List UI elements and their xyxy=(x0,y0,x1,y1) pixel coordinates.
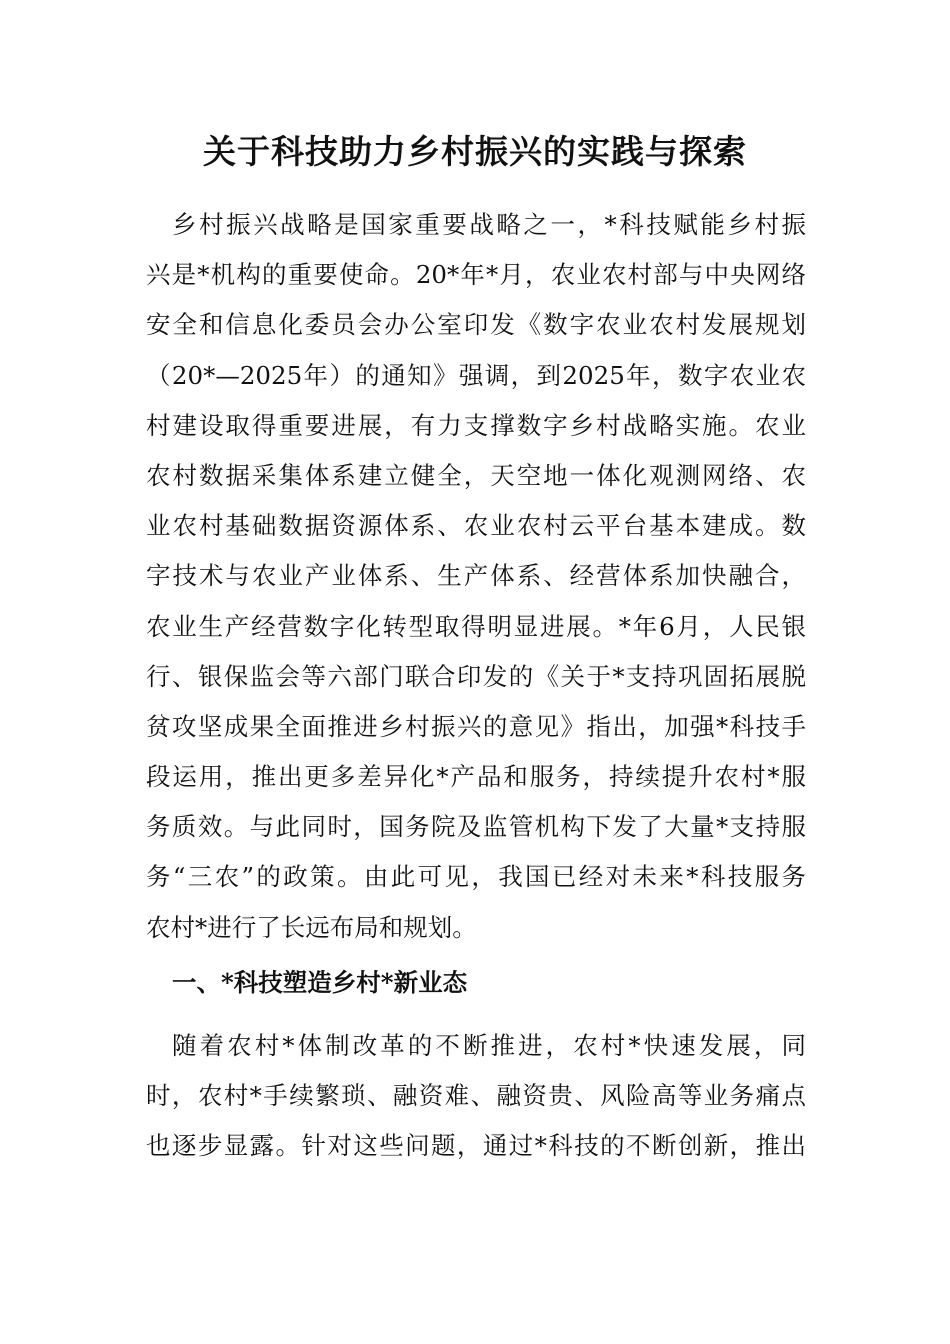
section-heading: 一、*科技塑造乡村*新业态 xyxy=(172,968,468,997)
paragraph-line: 安全和信息化委员会办公室印发《数字农业农村发展规划 xyxy=(146,310,806,340)
paragraph-line: 行、银保监会等六部门联合印发的《关于*支持巩固拓展脱 xyxy=(146,661,806,691)
paragraph-line: 村建设取得重要进展，有力支撑数字乡村战略实施。农业 xyxy=(146,410,806,440)
section-heading-block xyxy=(146,958,806,1008)
paragraph-line: 贫攻坚成果全面推进乡村振兴的意见》指出，加强*科技手 xyxy=(146,711,806,741)
paragraph-line: 业农村基础数据资源体系、农业农村云平台基本建成。数 xyxy=(146,511,806,541)
paragraph-line: 也逐步显露。针对这些问题，通过*科技的不断创新，推出 xyxy=(146,1131,806,1161)
paragraph-line: 务“三农”的政策。由此可见，我国已经对未来*科技服务 xyxy=(146,862,806,892)
paragraph-line: 农村*进行了长远布局和规划。 xyxy=(146,912,477,942)
paragraph-line: 乡村振兴战略是国家重要战略之一，*科技赋能乡村振 xyxy=(172,210,806,239)
paragraph-line: 农村数据采集体系建立健全，天空地一体化观测网络、农 xyxy=(146,460,806,490)
paragraph-2 xyxy=(146,1021,806,1172)
paragraph-line: 时，农村*手续繁琐、融资难、融资贵、风险高等业务痛点 xyxy=(146,1081,806,1111)
paragraph-line: （20*—2025年）的通知》强调，到2025年，数字农业农 xyxy=(146,360,806,390)
paragraph-line: 段运用，推出更多差异化*产品和服务，持续提升农村*服 xyxy=(146,762,806,792)
paragraph-line: 务质效。与此同时，国务院及监管机构下发了大量*支持服 xyxy=(146,812,806,842)
document-title: 关于科技助力乡村振兴的实践与探索 xyxy=(203,132,747,171)
paragraph-line: 农业生产经营数字化转型取得明显进展。*年6月，人民银 xyxy=(146,611,806,641)
paragraph-1 xyxy=(146,200,806,953)
paragraph-line: 字技术与农业产业体系、生产体系、经营体系加快融合， xyxy=(146,561,806,591)
paragraph-line: 兴是*机构的重要使命。20*年*月，农业农村部与中央网络 xyxy=(146,260,806,290)
paragraph-line: 随着农村*体制改革的不断推进，农村*快速发展，同 xyxy=(172,1031,806,1060)
